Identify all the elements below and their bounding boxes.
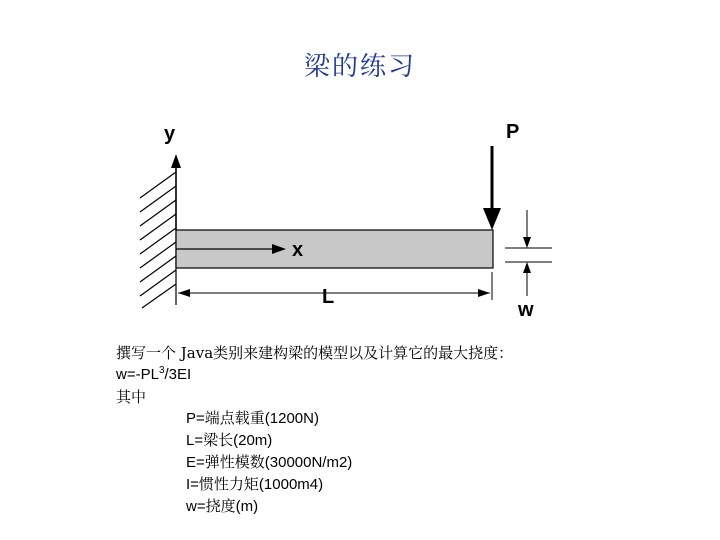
deflection-label: w <box>518 299 534 321</box>
intro-text: 撰写一个 Java类别来建构梁的模型以及计算它的最大挠度： <box>116 344 514 362</box>
x-axis-label: x <box>292 239 304 261</box>
slide-title: 梁的练习 <box>303 52 416 82</box>
problem-text <box>116 342 513 518</box>
def-deflection: w=挠度(m) <box>186 498 259 515</box>
formula-suffix: /3EI <box>164 366 192 383</box>
load-label: P <box>506 121 520 143</box>
y-axis-label: y <box>164 123 176 145</box>
def-inertia: I=惯性力矩(1000m4) <box>186 476 324 493</box>
wall-hatching <box>140 160 176 308</box>
where-label: 其中 <box>116 388 147 406</box>
formula-exponent: 3 <box>158 365 165 376</box>
formula <box>116 364 513 386</box>
formula-prefix: w=-PL <box>116 366 159 383</box>
deflection-dimension <box>505 210 552 296</box>
length-label: L <box>322 286 335 308</box>
def-length: L=梁长(20m) <box>186 432 273 449</box>
def-modulus: E=弹性模数(30000N/m2) <box>186 454 353 471</box>
y-axis-arrow <box>171 154 181 230</box>
load-arrow <box>483 146 501 230</box>
def-load: P=端点载重(1200N) <box>186 410 319 427</box>
